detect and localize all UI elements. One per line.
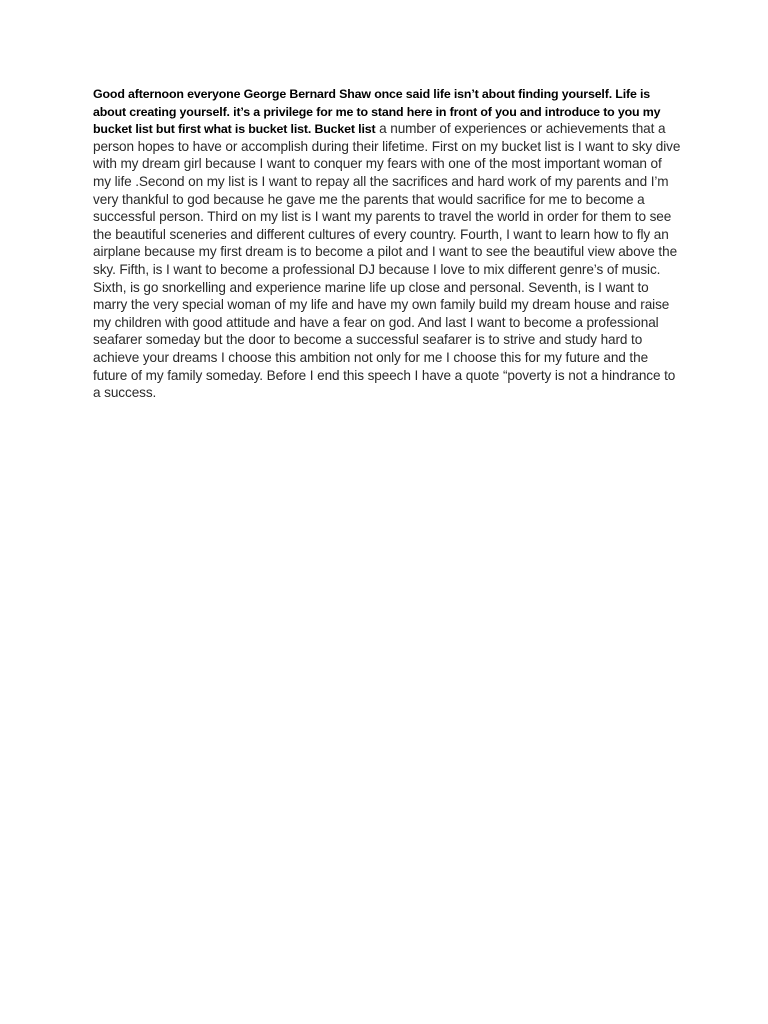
body-text: a number of experiences or achievements that a person hopes to have or accomplish during their lifetime. First on my bucket list is I want to sky dive with my dream girl because I want to conquer my fears with one of the most important woman of my life .Second on my list is I want to repay all the sacrifices and hard work of my parents and I’m very thankful to god because he gave me the parents that would sacrifice for me to become a successful person. Third on my list is I want my parents to travel the world in order for them to see the beautiful sceneries and different cultures of every country. Fourth, I want to learn how to fly an airplane because my first dream is to become a pilot and I want to see the beautiful view above the sky. Fifth, is I want to become a professional DJ because I love to mix different genre’s of music. Sixth, is go snorkelling and experience marine life up close and personal. Seventh, is I want to marry the very special woman of my life and have my own family build my dream house and raise my children with good attitude and have a fear on god. And last I want to become a professional seafarer someday but the door to become a successful seafarer is to strive and study hard to achieve your dreams I choose this ambition not only for me I choose this for my future and the future of my family someday. Before I end this speech I have a quote “poverty is not a hindrance to a success. bbox=[93, 121, 681, 401]
speech-paragraph bbox=[93, 86, 683, 403]
bold-lead-text: Good afternoon everyone George Bernard Shaw once said life isn’t about finding yourself. Life is about creating yourself. it’s a privilege for me to stand here in front of you and introduce to you my bucket list but first what is bucket list. Bucket list bbox=[93, 87, 661, 137]
document-content bbox=[93, 86, 683, 403]
